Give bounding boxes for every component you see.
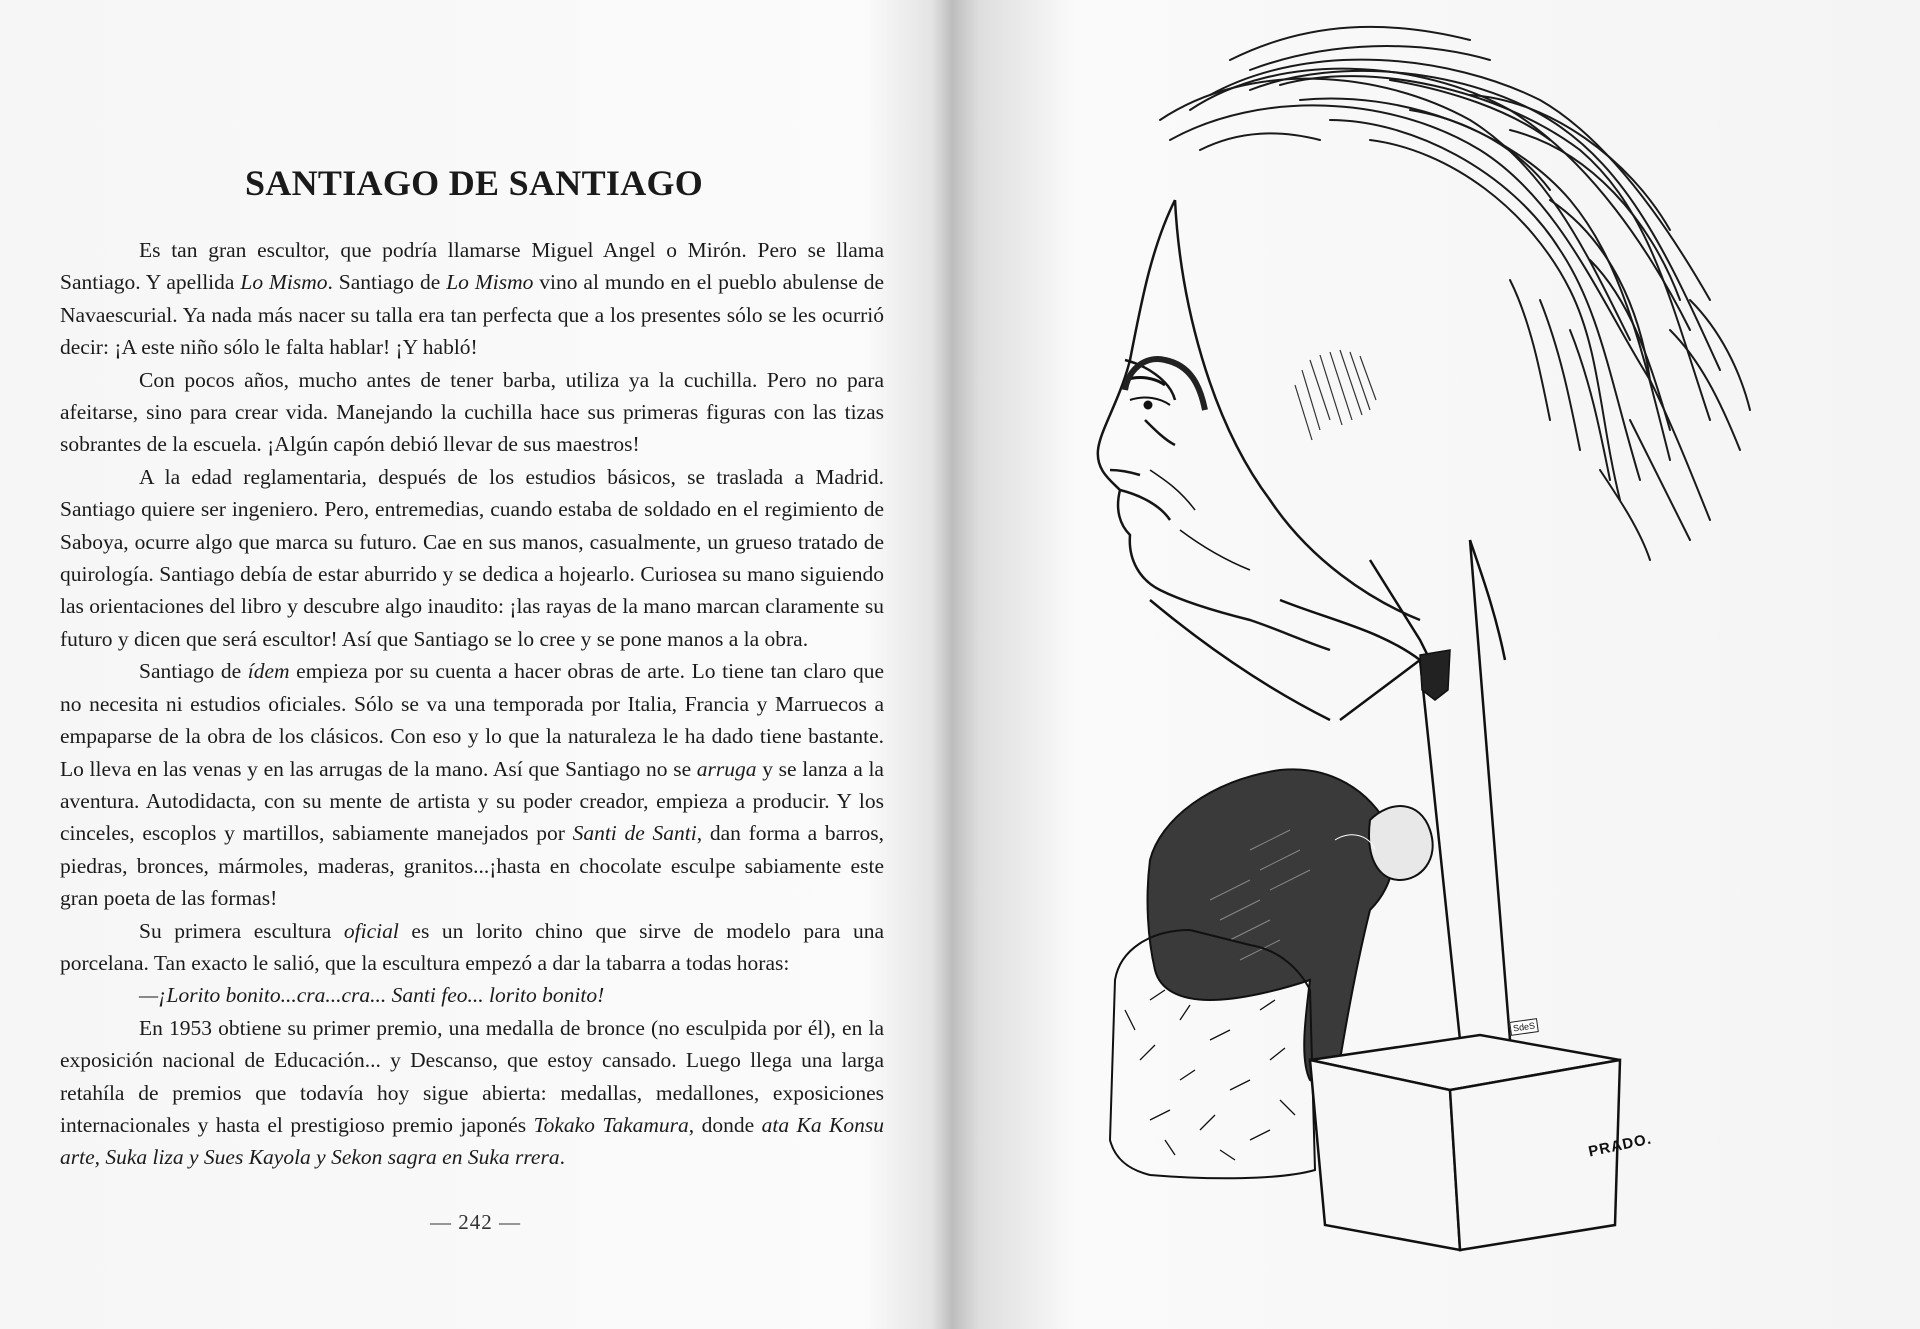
lapel-shield <box>1420 650 1450 700</box>
italic-run: Lo Mismo <box>240 270 328 295</box>
text-run: vino al mundo en el pueblo abulense de Navaescurial. Ya nada más nacer su talla era tan perfecta que a los presentes sólo se les ocurrió decir: ¡A este niño sólo le falta hablar! ¡Y habló! <box>60 270 884 360</box>
text-run: Su primera escultura <box>139 918 344 943</box>
italic-run: arruga <box>696 756 757 781</box>
body-paragraph <box>60 1012 884 1174</box>
italic-run: Lo Mismo <box>446 270 534 295</box>
italic-run: Santi de Santi <box>572 821 697 846</box>
italic-run: ídem <box>247 659 290 684</box>
italic-run: oficial <box>343 918 399 943</box>
text-run: Con pocos años, mucho antes de tener barba, utiliza ya la cuchilla. Pero no para afeitarse, sino para crear vida. Manejando la cuchilla hace sus primeras figuras con las tizas sobrantes de la escuela. ¡Algún capón debió llevar de sus maestros! <box>60 367 884 457</box>
text-run: Santiago de <box>139 659 248 684</box>
body-paragraph <box>60 364 884 461</box>
caricature-illustration <box>950 0 1920 1329</box>
italic-run: ata Ka Konsu arte, Suka liza y Sues Kayola y Sekon sagra en Suka rrera <box>60 1112 884 1170</box>
body-paragraph <box>60 234 884 364</box>
body-paragraph <box>60 915 884 980</box>
italic-run: —¡Lorito bonito...cra...cra... Santi feo... lorito bonito! <box>139 983 605 1008</box>
body-paragraph <box>60 979 884 1011</box>
text-run: . Santiago de <box>327 270 447 295</box>
text-run: y se lanza a la aventura. Autodidacta, con su mente de artista y su poder creador, empieza a producir. Y los cinceles, escoplos y martillos, sabiamente manejados por <box>60 756 884 846</box>
text-run: . <box>559 1145 565 1170</box>
article-title: SANTIAGO DE SANTIAGO <box>245 163 704 203</box>
right-page <box>950 0 1920 1329</box>
hair-strokes <box>1160 27 1750 560</box>
left-page <box>0 0 940 1329</box>
text-run: , donde <box>688 1112 762 1137</box>
body-paragraph <box>60 655 884 914</box>
pedestal <box>1310 1035 1620 1250</box>
text-run: , dan forma a barros, piedras, bronces, mármoles, maderas, granitos...¡hasta en chocolate esculpe sabiamente este gran poeta de las formas! <box>60 821 885 911</box>
artist-signature: PRADO. <box>1586 1130 1654 1161</box>
text-run: En 1953 obtiene su primer premio, una medalla de bronce (no esculpida por él), en la exposición nacional de Educación... y Descanso, que estoy cansado. Luego llega una larga retahíla de premios que todavía hoy sigue abierta: medallas, medallones, exposiciones internacionales y hasta el prestigioso premio japonés <box>60 1015 884 1137</box>
page-number: — 242 — <box>430 1210 521 1234</box>
text-run: Es tan gran escultor, que podría llamarse Miguel Angel o Mirón. Pero se llama Santiago. Y apellida <box>60 238 884 295</box>
ear-shading <box>1295 350 1376 440</box>
article-body <box>60 234 884 1174</box>
crouched-figure <box>1148 769 1433 1081</box>
italic-run: Tokako Takamura <box>533 1112 689 1137</box>
face-features <box>1125 359 1250 570</box>
text-run: A la edad reglamentaria, después de los estudios básicos, se traslada a Madrid. Santiago quiere ser ingeniero. Pero, entremedias, cuando estaba de soldado en el regimiento de Saboya, ocurre algo que marca su futuro. Cae en sus manos, casualmente, un grueso tratado de quirología. Santiago debía de estar aburrido y se dedica a hojearlo. Curiosea su mano siguiendo las orientaciones del libro y descubre algo inaudito: ¡las rayas de la mano marcan claramente su futuro y dicen que será escultor! Así que Santiago se lo cree y se pone manos a la obra. <box>60 464 884 651</box>
lapel-badge-text: SdeS <box>1509 1018 1539 1036</box>
body-paragraph <box>60 461 884 655</box>
text-run: es un lorito chino que sirve de modelo para una porcelana. Tan exacto le salió, que la escultura empezó a dar la tabarra a todas horas: <box>60 918 884 975</box>
head-outline <box>1098 200 1420 650</box>
text-run: empieza por su cuenta a hacer obras de arte. Lo tiene tan claro que no necesita ni estudios oficiales. Sólo se va una temporada por Italia, Francia y Marruecos a empaparse de la obra de los clásicos. Con eso y lo que la naturaleza le ha dado tiene bastante. Lo lleva en las venas y en las arrugas de la mano. Así que Santiago no se <box>60 659 884 781</box>
